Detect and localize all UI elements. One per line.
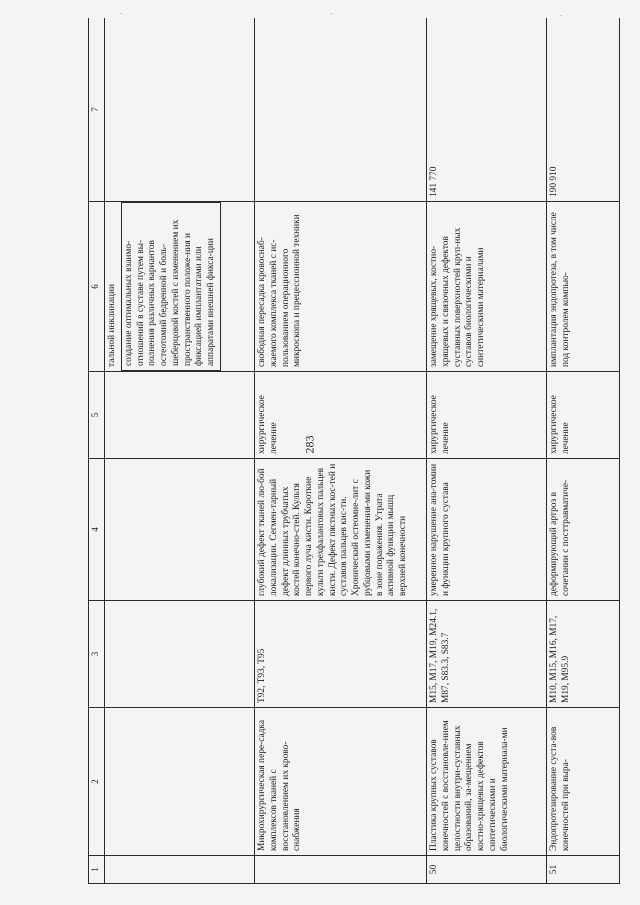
treatment-type: хирургическое лечение <box>427 372 547 459</box>
column-header: 6 <box>89 202 105 372</box>
table <box>88 18 620 884</box>
column-header: 2 <box>89 708 105 856</box>
patient-model: глубокий дефект тканей лю-бой локализации. Сегмен-тарный дефект длинных трубчатых костей конечно-стей. Культя первого луча кисти. Короткие культи трехфаланговых пальцев кисти. Дефект пястных кос-тей и суставов пальцев кис-ти. Хронический остеомие-лит с рубцовыми изменения-ми кожи в зоне поражения. Утрата активной функции мышц верхней конечности <box>255 459 427 601</box>
cost <box>105 18 255 202</box>
procedure-name: Эндопротезирование суста-вов конечностей при выра- <box>547 708 620 856</box>
method-subcell: создание оптимальных взаимо-отношений в суставе путем вы-полнения различных вариантов остеотомий бедренной и боль-шеберцовой костей с изменением их пространственного положе-ния и фиксацией имплантатами или аппаратами внешней фикса-ции <box>121 202 221 371</box>
treatment-method <box>105 202 255 372</box>
patient-model <box>105 459 255 601</box>
table-row <box>427 18 547 884</box>
procedure-name: Пластика крупных суставов конечностей с восстановле-нием целостности внутри-суставных образований, за-мещением костно-хрящевых дефектов синтетическими и биологическими материала-ми <box>427 708 547 856</box>
procedure-name <box>105 708 255 856</box>
header-row <box>89 18 105 884</box>
patient-model: умеренное нарушение ана-томии и функции крупного сустава <box>427 459 547 601</box>
column-header: 3 <box>89 601 105 708</box>
row-number: 51 <box>547 856 620 884</box>
diagnosis-codes <box>105 601 255 708</box>
cost <box>255 18 427 202</box>
diagnosis-codes: M15, M17, M19, M24.1, M87, S83.3, S83.7 <box>427 601 547 708</box>
table-row <box>105 18 255 884</box>
column-header: 4 <box>89 459 105 601</box>
patient-model: деформирующий артроз в сочетании с посттравматиче- <box>547 459 620 601</box>
scan-mark: . <box>560 8 563 18</box>
diagnosis-codes: T92, T93, T95 <box>255 601 427 708</box>
row-number <box>255 856 427 884</box>
scan-mark: . <box>120 6 123 16</box>
method-continuation: тальной инклинации <box>107 284 117 367</box>
medical-care-table <box>88 18 620 884</box>
cost: 190 910 <box>547 18 620 202</box>
treatment-method: свободная пересадка кровоснаб-жаемого комплекса тканей с ис-пользованием операционного микроскопа и прецессионной техники <box>255 202 427 372</box>
treatment-type: хирургическое лечение <box>255 372 427 459</box>
treatment-method: замещение хрящевых, костно-хрящевых и связочных дефектов суставных поверхностей круп-ных суставов биологическими и синтетическими материалами <box>427 202 547 372</box>
scan-mark: . <box>330 6 333 16</box>
column-header: 5 <box>89 372 105 459</box>
diagnosis-codes: M10, M15, M16, M17, M19, M95.9 <box>547 601 620 708</box>
column-header: 1 <box>89 856 105 884</box>
cost: 141 770 <box>427 18 547 202</box>
row-number <box>105 856 255 884</box>
row-number: 50 <box>427 856 547 884</box>
table-row <box>547 18 620 884</box>
page-number: 283 <box>302 435 317 454</box>
table-frame <box>88 18 620 884</box>
procedure-name: Микрохирургическая пере-садка комплексов тканей с восстановлением их крово-снабжения <box>255 708 427 856</box>
treatment-type <box>105 372 255 459</box>
treatment-method: имплантация эндопротеза, в том числе под контролем компью- <box>547 202 620 372</box>
table-row <box>255 18 427 884</box>
column-header: 7 <box>89 18 105 202</box>
treatment-type: хирургическое лечение <box>547 372 620 459</box>
